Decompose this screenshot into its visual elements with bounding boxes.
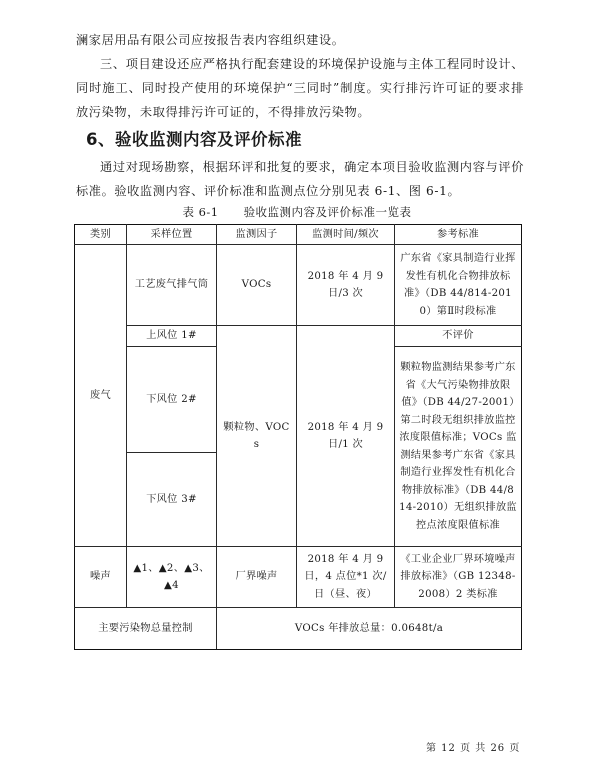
cell-factor: 颗粒物、VOCs	[217, 326, 297, 547]
cell-location: 下风位 3#	[127, 453, 217, 547]
cell-time: 2018 年 4 月 9 日/1 次	[297, 326, 395, 547]
header-factor: 监测因子	[217, 225, 297, 245]
cell-factor: VOCs	[217, 245, 297, 326]
cell-category-exhaust: 废气	[75, 245, 127, 547]
cell-location: 下风位 2#	[127, 347, 217, 453]
table-caption-number: 表 6-1	[182, 205, 219, 219]
paragraph-monitoring-intro: 通过对现场勘察，根据环评和批复的要求，确定本项目验收监测内容与评价标准。验收监测内容、评价标准和监测点位分别见表 6-1、图 6-1。	[76, 160, 524, 198]
table-row	[75, 245, 522, 326]
cell-total-control-value: VOCs 年排放总量：0.0648t/a	[217, 608, 522, 650]
paragraph-continuation: 澜家居用品有限公司应按报告表内容组织建设。	[76, 33, 345, 47]
cell-factor: 厂界噪声	[217, 547, 297, 608]
cell-location: ▲1、▲2、▲3、▲4	[127, 547, 217, 608]
paragraph-three-simultaneous: 三、项目建设还应严格执行配套建设的环境保护设施与主体工程同时设计、同时施工、同时投产使用的环境保护“三同时”制度。实行排污许可证的要求排放污染物，未取得排污许可证的，不得排放污染物。	[76, 57, 524, 119]
table-row	[75, 547, 522, 608]
header-location: 采样位置	[127, 225, 217, 245]
header-standard: 参考标准	[395, 225, 522, 245]
table-row	[75, 608, 522, 650]
cell-time: 2018 年 4 月 9 日，4 点位*1 次/日（昼、夜）	[297, 547, 395, 608]
table-caption-title: 验收监测内容及评价标准一览表	[243, 205, 412, 219]
cell-category-noise: 噪声	[75, 547, 127, 608]
cell-total-control-label: 主要污染物总量控制	[75, 608, 217, 650]
cell-standard: 不评价	[395, 326, 522, 347]
table-caption	[0, 204, 594, 220]
cell-standard: 颗粒物监测结果参考广东省《大气污染物排放限值》（DB 44/27-2001）第二时段无组织排放监控浓度限值标准；VOCs 监测结果参考广东省《家具制造行业挥发性有机化合物排放标准》（DB 44/814-2010）无组织排放监控点浓度限值标准	[395, 347, 522, 547]
cell-time: 2018 年 4 月 9 日/3 次	[297, 245, 395, 326]
cell-location: 工艺废气排气筒	[127, 245, 217, 326]
header-category: 类别	[75, 225, 127, 245]
monitoring-standards-table	[74, 224, 522, 650]
section-heading: 6、验收监测内容及评价标准	[86, 130, 302, 149]
header-time: 监测时间/频次	[297, 225, 395, 245]
table-row	[75, 326, 522, 347]
table-header-row	[75, 225, 522, 245]
cell-location: 上风位 1#	[127, 326, 217, 347]
page-number: 第 12 页 共 26 页	[426, 743, 521, 754]
cell-standard: 《工业企业厂界环境噪声排放标准》（GB 12348-2008）2 类标准	[395, 547, 522, 608]
cell-standard: 广东省《家具制造行业挥发性有机化合物排放标准》（DB 44/814-2010）第Ⅱ时段标准	[395, 245, 522, 326]
